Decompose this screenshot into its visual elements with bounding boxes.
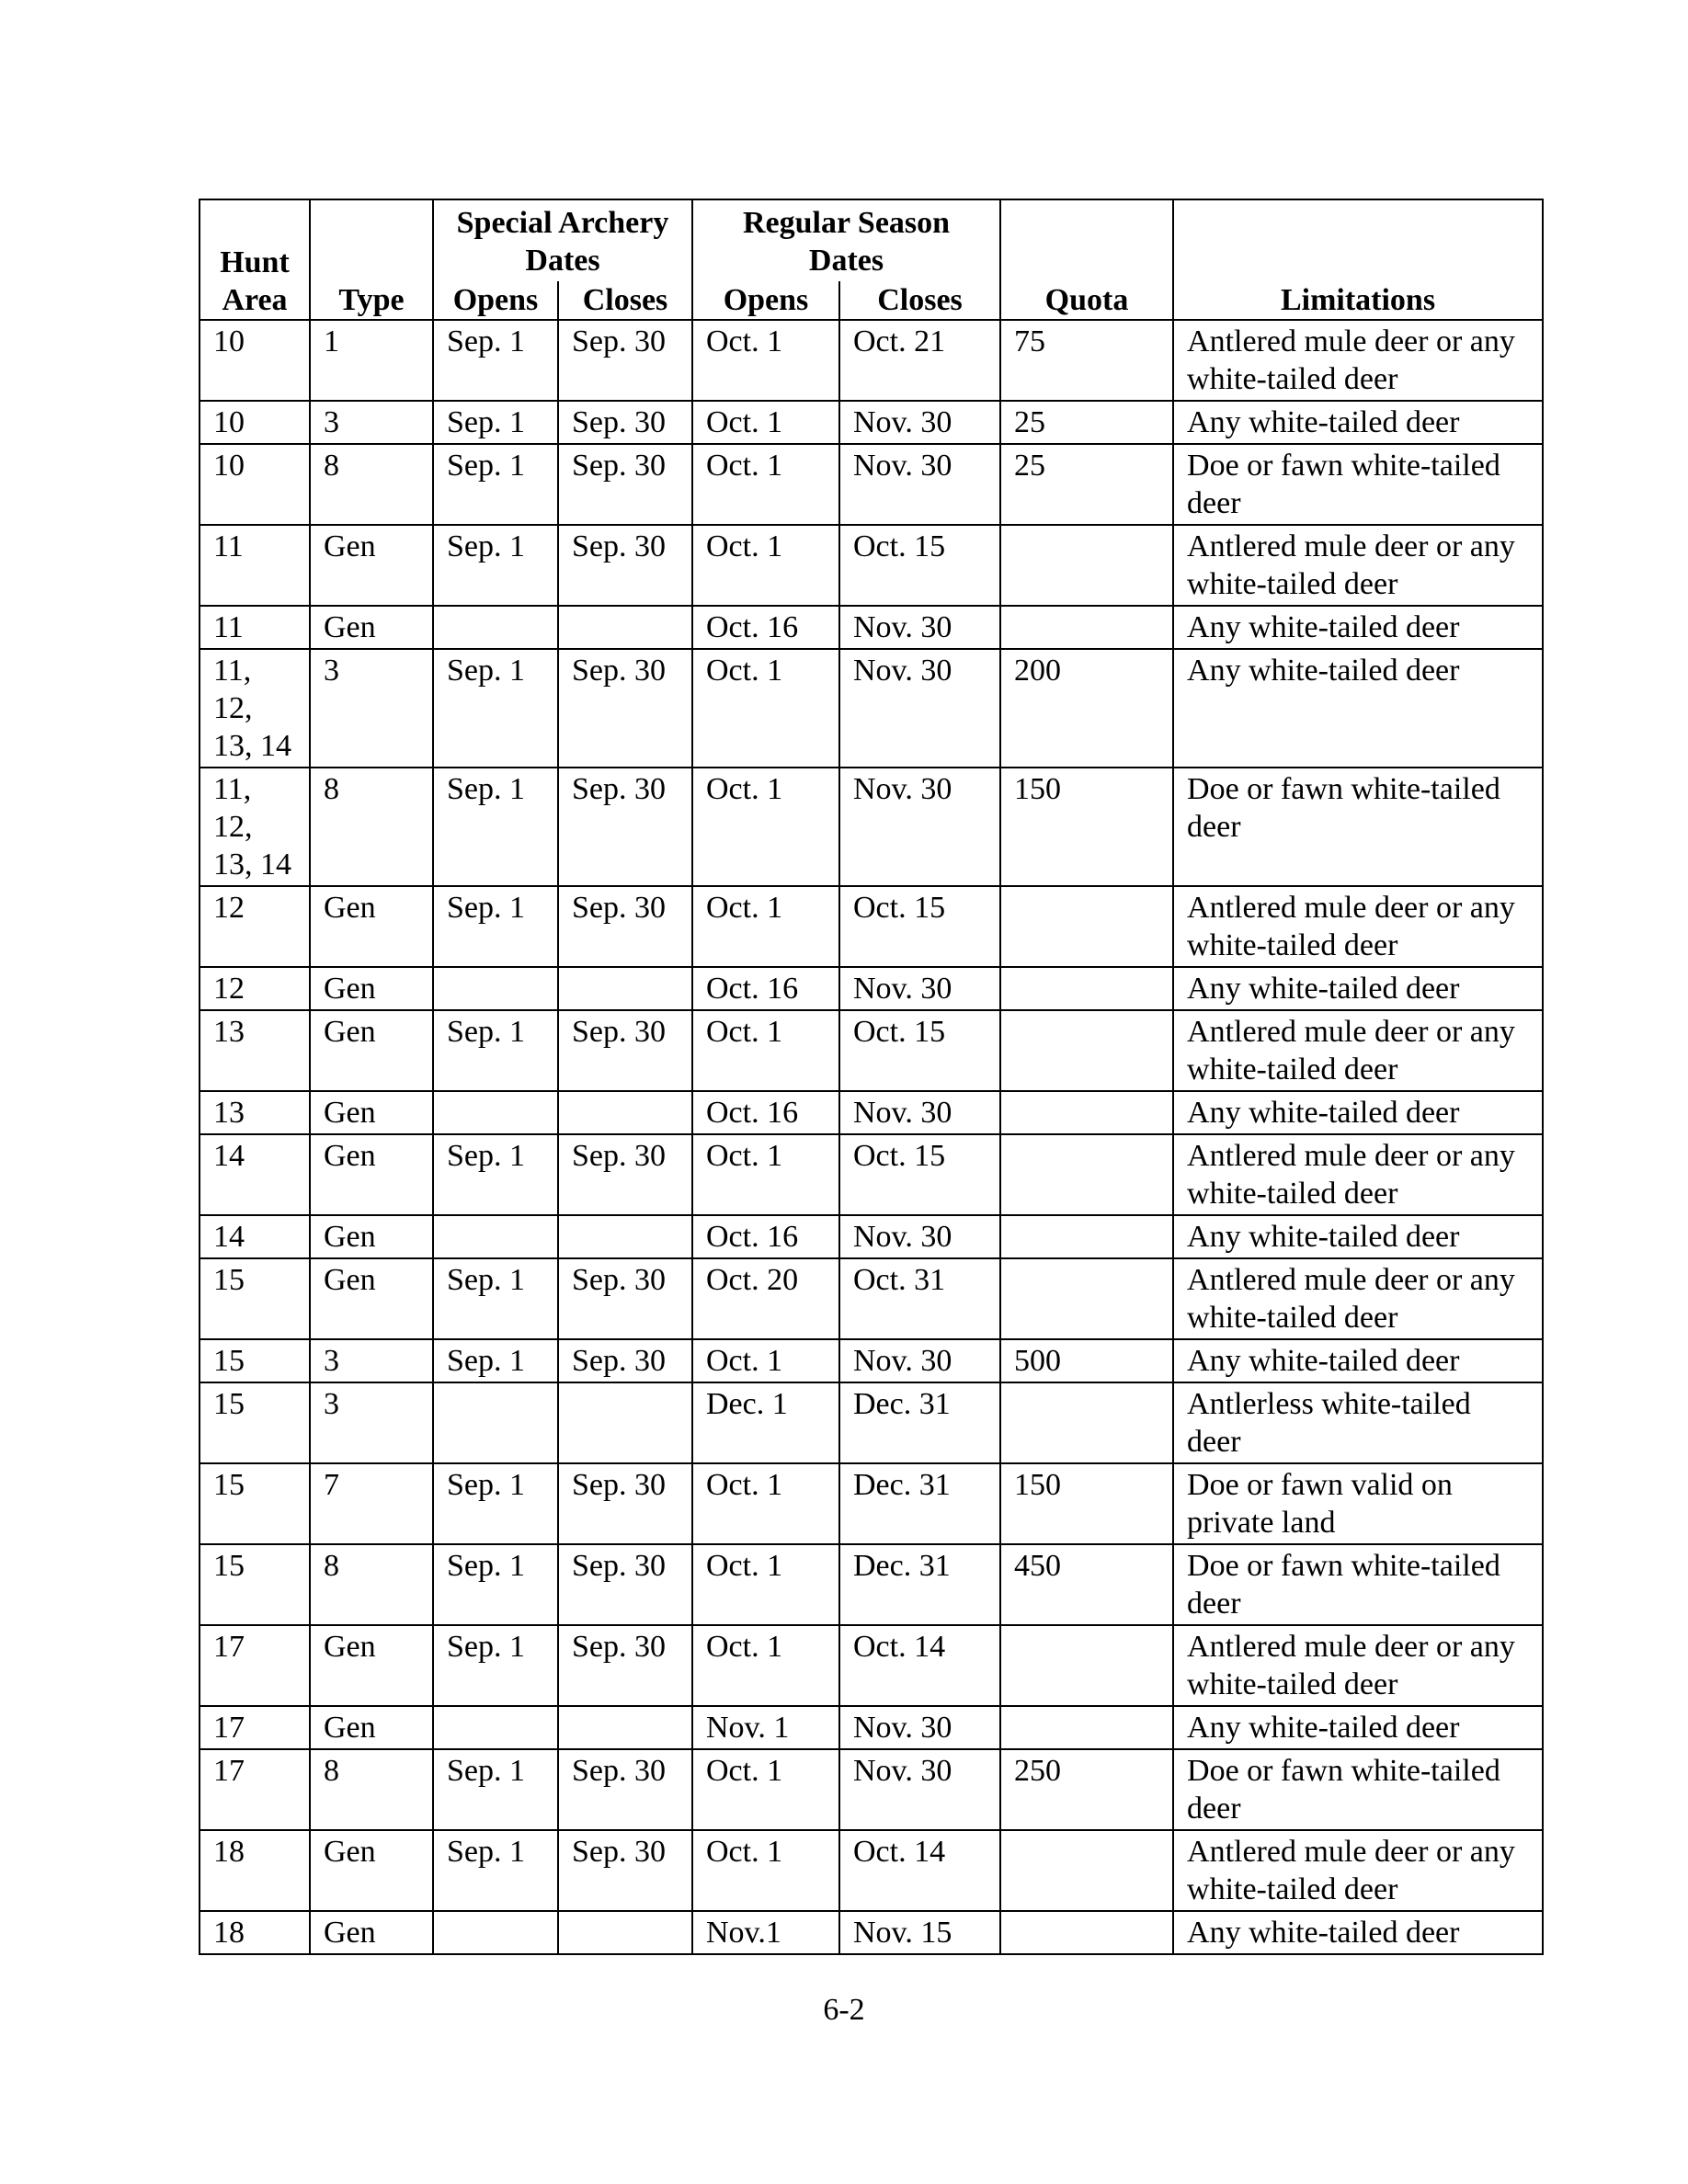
archery-opens-cell: Sep. 1: [433, 1749, 558, 1830]
hunt-area-cell: 17: [200, 1625, 310, 1706]
table-row: [200, 967, 1543, 1010]
archery-closes-cell: Sep. 30: [558, 1134, 692, 1215]
hunt-area-cell: 11: [200, 606, 310, 649]
archery-opens-cell: Sep. 1: [433, 1339, 558, 1382]
type-cell: Gen: [310, 967, 433, 1010]
limitations-cell: Antlerless white-tailed deer: [1173, 1382, 1543, 1463]
table-row: [200, 1382, 1543, 1463]
archery-opens-cell: [433, 1091, 558, 1134]
regular-opens-cell: Oct. 1: [692, 320, 839, 401]
archery-closes-cell: [558, 1382, 692, 1463]
quota-cell: [1000, 1382, 1173, 1463]
table-row: [200, 886, 1543, 967]
limitations-cell: Doe or fawn white-tailed deer: [1173, 1749, 1543, 1830]
hunt-area-cell: 10: [200, 320, 310, 401]
hunt-area-cell: 17: [200, 1749, 310, 1830]
regular-closes-cell: Nov. 30: [839, 1706, 1000, 1749]
table-row: [200, 1134, 1543, 1215]
hunt-area-cell: 14: [200, 1134, 310, 1215]
regular-closes-cell: Nov. 30: [839, 401, 1000, 444]
archery-closes-cell: Sep. 30: [558, 1258, 692, 1339]
regular-closes-cell: Nov. 30: [839, 1339, 1000, 1382]
archery-closes-cell: [558, 1911, 692, 1954]
hunt-area-cell: 18: [200, 1911, 310, 1954]
archery-opens-cell: Sep. 1: [433, 649, 558, 768]
type-cell: 3: [310, 1339, 433, 1382]
header-regular-opens: Opens: [692, 281, 839, 320]
table-row: [200, 768, 1543, 886]
table-row: [200, 444, 1543, 525]
limitations-cell: Antlered mule deer or any white-tailed deer: [1173, 1258, 1543, 1339]
regular-closes-cell: Oct. 15: [839, 1010, 1000, 1091]
hunt-area-cell: 11, 12, 13, 14: [200, 768, 310, 886]
archery-closes-cell: Sep. 30: [558, 444, 692, 525]
table-row: [200, 606, 1543, 649]
limitations-cell: Any white-tailed deer: [1173, 967, 1543, 1010]
type-cell: Gen: [310, 1134, 433, 1215]
regular-closes-cell: Nov. 15: [839, 1911, 1000, 1954]
quota-cell: 150: [1000, 768, 1173, 886]
limitations-cell: Any white-tailed deer: [1173, 1706, 1543, 1749]
regular-opens-cell: Oct. 1: [692, 1010, 839, 1091]
limitations-cell: Any white-tailed deer: [1173, 1091, 1543, 1134]
archery-closes-cell: Sep. 30: [558, 1749, 692, 1830]
type-cell: 3: [310, 649, 433, 768]
quota-cell: [1000, 1010, 1173, 1091]
header-hunt-area: [200, 199, 310, 320]
quota-cell: 25: [1000, 444, 1173, 525]
header-archery-opens: Opens: [433, 281, 558, 320]
table-row: [200, 1215, 1543, 1258]
regular-closes-cell: Nov. 30: [839, 444, 1000, 525]
limitations-cell: Antlered mule deer or any white-tailed deer: [1173, 1830, 1543, 1911]
archery-closes-cell: Sep. 30: [558, 320, 692, 401]
regular-closes-cell: Oct. 14: [839, 1830, 1000, 1911]
regular-opens-cell: Dec. 1: [692, 1382, 839, 1463]
regular-opens-cell: Oct. 1: [692, 1544, 839, 1625]
archery-closes-cell: Sep. 30: [558, 768, 692, 886]
archery-closes-cell: [558, 967, 692, 1010]
archery-closes-cell: Sep. 30: [558, 649, 692, 768]
archery-opens-cell: Sep. 1: [433, 1830, 558, 1911]
quota-cell: [1000, 1215, 1173, 1258]
regular-opens-cell: Oct. 1: [692, 525, 839, 606]
type-cell: Gen: [310, 1625, 433, 1706]
regular-opens-cell: Oct. 1: [692, 768, 839, 886]
header-quota: Quota: [1000, 199, 1173, 320]
limitations-cell: Antlered mule deer or any white-tailed deer: [1173, 1134, 1543, 1215]
hunt-area-cell: 17: [200, 1706, 310, 1749]
archery-closes-cell: Sep. 30: [558, 401, 692, 444]
archery-opens-cell: Sep. 1: [433, 1625, 558, 1706]
quota-cell: [1000, 1258, 1173, 1339]
limitations-cell: Antlered mule deer or any white-tailed deer: [1173, 1010, 1543, 1091]
type-cell: Gen: [310, 1010, 433, 1091]
archery-opens-cell: Sep. 1: [433, 1463, 558, 1544]
archery-opens-cell: [433, 606, 558, 649]
header-area: Area: [222, 283, 288, 317]
limitations-cell: Any white-tailed deer: [1173, 606, 1543, 649]
limitations-cell: Antlered mule deer or any white-tailed deer: [1173, 525, 1543, 606]
archery-closes-cell: Sep. 30: [558, 1544, 692, 1625]
table-row: [200, 1706, 1543, 1749]
archery-opens-cell: [433, 1706, 558, 1749]
regular-closes-cell: Nov. 30: [839, 768, 1000, 886]
regular-closes-cell: Nov. 30: [839, 967, 1000, 1010]
archery-closes-cell: Sep. 30: [558, 1010, 692, 1091]
regular-closes-cell: Nov. 30: [839, 606, 1000, 649]
regular-opens-cell: Oct. 1: [692, 1830, 839, 1911]
table-row: [200, 525, 1543, 606]
table-row: [200, 401, 1543, 444]
regular-closes-cell: Oct. 15: [839, 1134, 1000, 1215]
hunt-area-cell: 10: [200, 401, 310, 444]
regular-opens-cell: Nov. 1: [692, 1706, 839, 1749]
quota-cell: [1000, 1706, 1173, 1749]
regular-opens-cell: Oct. 1: [692, 1749, 839, 1830]
regular-closes-cell: Oct. 14: [839, 1625, 1000, 1706]
regular-closes-cell: Dec. 31: [839, 1544, 1000, 1625]
quota-cell: 150: [1000, 1463, 1173, 1544]
quota-cell: [1000, 525, 1173, 606]
archery-closes-cell: Sep. 30: [558, 1463, 692, 1544]
type-cell: Gen: [310, 1258, 433, 1339]
quota-cell: 450: [1000, 1544, 1173, 1625]
header-regular-season-dates: Regular Season Dates: [692, 199, 1000, 281]
regular-opens-cell: Oct. 1: [692, 1625, 839, 1706]
hunt-area-cell: 15: [200, 1258, 310, 1339]
table-row: [200, 320, 1543, 401]
archery-closes-cell: Sep. 30: [558, 525, 692, 606]
type-cell: 1: [310, 320, 433, 401]
regular-opens-cell: Nov.1: [692, 1911, 839, 1954]
regular-closes-cell: Nov. 30: [839, 1749, 1000, 1830]
hunt-area-cell: 11: [200, 525, 310, 606]
type-cell: Gen: [310, 886, 433, 967]
regular-closes-cell: Oct. 15: [839, 886, 1000, 967]
type-cell: Gen: [310, 1706, 433, 1749]
limitations-cell: Any white-tailed deer: [1173, 1339, 1543, 1382]
archery-closes-cell: [558, 1091, 692, 1134]
table-row: [200, 1625, 1543, 1706]
limitations-cell: Any white-tailed deer: [1173, 1911, 1543, 1954]
table-row: [200, 1544, 1543, 1625]
header-regular-closes: Closes: [839, 281, 1000, 320]
regular-opens-cell: Oct. 1: [692, 401, 839, 444]
table-row: [200, 1258, 1543, 1339]
archery-opens-cell: Sep. 1: [433, 320, 558, 401]
archery-opens-cell: Sep. 1: [433, 768, 558, 886]
regular-closes-cell: Nov. 30: [839, 1215, 1000, 1258]
hunt-area-cell: 12: [200, 886, 310, 967]
regular-opens-cell: Oct. 1: [692, 444, 839, 525]
regular-opens-cell: Oct. 16: [692, 1091, 839, 1134]
type-cell: Gen: [310, 1830, 433, 1911]
hunt-area-cell: 12: [200, 967, 310, 1010]
archery-opens-cell: Sep. 1: [433, 525, 558, 606]
header-archery-closes: Closes: [558, 281, 692, 320]
regular-closes-cell: Oct. 21: [839, 320, 1000, 401]
hunt-area-cell: 15: [200, 1339, 310, 1382]
quota-cell: [1000, 1134, 1173, 1215]
table-row: [200, 1339, 1543, 1382]
table-row: [200, 1463, 1543, 1544]
table-row: [200, 1749, 1543, 1830]
regular-opens-cell: Oct. 1: [692, 1463, 839, 1544]
type-cell: Gen: [310, 1911, 433, 1954]
archery-opens-cell: Sep. 1: [433, 1544, 558, 1625]
regular-closes-cell: Oct. 15: [839, 525, 1000, 606]
regular-opens-cell: Oct. 16: [692, 967, 839, 1010]
hunt-area-cell: 14: [200, 1215, 310, 1258]
archery-opens-cell: [433, 1382, 558, 1463]
hunt-area-cell: 18: [200, 1830, 310, 1911]
quota-cell: [1000, 967, 1173, 1010]
hunt-area-cell: 13: [200, 1010, 310, 1091]
quota-cell: 500: [1000, 1339, 1173, 1382]
archery-closes-cell: Sep. 30: [558, 886, 692, 967]
quota-cell: [1000, 1830, 1173, 1911]
archery-closes-cell: Sep. 30: [558, 1625, 692, 1706]
hunt-area-cell: 10: [200, 444, 310, 525]
type-cell: Gen: [310, 1215, 433, 1258]
quota-cell: 250: [1000, 1749, 1173, 1830]
regular-closes-cell: Nov. 30: [839, 1091, 1000, 1134]
hunt-season-table: [199, 199, 1544, 1955]
hunt-area-cell: 11, 12, 13, 14: [200, 649, 310, 768]
type-cell: Gen: [310, 606, 433, 649]
quota-cell: 200: [1000, 649, 1173, 768]
archery-opens-cell: Sep. 1: [433, 401, 558, 444]
archery-opens-cell: Sep. 1: [433, 444, 558, 525]
limitations-cell: Any white-tailed deer: [1173, 649, 1543, 768]
regular-opens-cell: Oct. 1: [692, 1339, 839, 1382]
header-hunt: Hunt: [220, 245, 290, 279]
limitations-cell: Any white-tailed deer: [1173, 1215, 1543, 1258]
archery-opens-cell: Sep. 1: [433, 886, 558, 967]
table-body: [200, 320, 1543, 1954]
limitations-cell: Antlered mule deer or any white-tailed deer: [1173, 886, 1543, 967]
archery-closes-cell: Sep. 30: [558, 1830, 692, 1911]
archery-closes-cell: [558, 1215, 692, 1258]
quota-cell: [1000, 1911, 1173, 1954]
regular-closes-cell: Dec. 31: [839, 1382, 1000, 1463]
archery-opens-cell: Sep. 1: [433, 1134, 558, 1215]
hunt-area-cell: 15: [200, 1463, 310, 1544]
type-cell: 3: [310, 401, 433, 444]
header-limitations: Limitations: [1173, 199, 1543, 320]
regular-closes-cell: Oct. 31: [839, 1258, 1000, 1339]
regular-opens-cell: Oct. 1: [692, 649, 839, 768]
limitations-cell: Doe or fawn white-tailed deer: [1173, 1544, 1543, 1625]
quota-cell: [1000, 1625, 1173, 1706]
quota-cell: 75: [1000, 320, 1173, 401]
regular-closes-cell: Dec. 31: [839, 1463, 1000, 1544]
regular-opens-cell: Oct. 16: [692, 1215, 839, 1258]
archery-opens-cell: Sep. 1: [433, 1258, 558, 1339]
quota-cell: [1000, 886, 1173, 967]
regular-closes-cell: Nov. 30: [839, 649, 1000, 768]
archery-closes-cell: [558, 1706, 692, 1749]
hunt-area-cell: 15: [200, 1544, 310, 1625]
quota-cell: 25: [1000, 401, 1173, 444]
archery-opens-cell: [433, 1215, 558, 1258]
regular-opens-cell: Oct. 1: [692, 1134, 839, 1215]
header-type: Type: [310, 199, 433, 320]
limitations-cell: Doe or fawn white-tailed deer: [1173, 768, 1543, 886]
archery-opens-cell: [433, 967, 558, 1010]
table-row: [200, 1830, 1543, 1911]
type-cell: 3: [310, 1382, 433, 1463]
type-cell: Gen: [310, 525, 433, 606]
hunt-area-cell: 13: [200, 1091, 310, 1134]
limitations-cell: Antlered mule deer or any white-tailed deer: [1173, 320, 1543, 401]
table-row: [200, 1911, 1543, 1954]
type-cell: 8: [310, 444, 433, 525]
quota-cell: [1000, 606, 1173, 649]
archery-opens-cell: [433, 1911, 558, 1954]
page-number: 6-2: [823, 1993, 865, 2027]
type-cell: 8: [310, 1544, 433, 1625]
limitations-cell: Any white-tailed deer: [1173, 401, 1543, 444]
type-cell: Gen: [310, 1091, 433, 1134]
header-special-archery-dates: Special Archery Dates: [433, 199, 692, 281]
type-cell: 8: [310, 768, 433, 886]
regular-opens-cell: Oct. 16: [692, 606, 839, 649]
type-cell: 8: [310, 1749, 433, 1830]
archery-closes-cell: [558, 606, 692, 649]
regular-opens-cell: Oct. 20: [692, 1258, 839, 1339]
regular-opens-cell: Oct. 1: [692, 886, 839, 967]
table-row: [200, 1091, 1543, 1134]
quota-cell: [1000, 1091, 1173, 1134]
limitations-cell: Doe or fawn valid on private land: [1173, 1463, 1543, 1544]
table-row: [200, 1010, 1543, 1091]
limitations-cell: Doe or fawn white-tailed deer: [1173, 444, 1543, 525]
table-row: [200, 649, 1543, 768]
archery-closes-cell: Sep. 30: [558, 1339, 692, 1382]
archery-opens-cell: Sep. 1: [433, 1010, 558, 1091]
type-cell: 7: [310, 1463, 433, 1544]
hunt-area-cell: 15: [200, 1382, 310, 1463]
limitations-cell: Antlered mule deer or any white-tailed deer: [1173, 1625, 1543, 1706]
